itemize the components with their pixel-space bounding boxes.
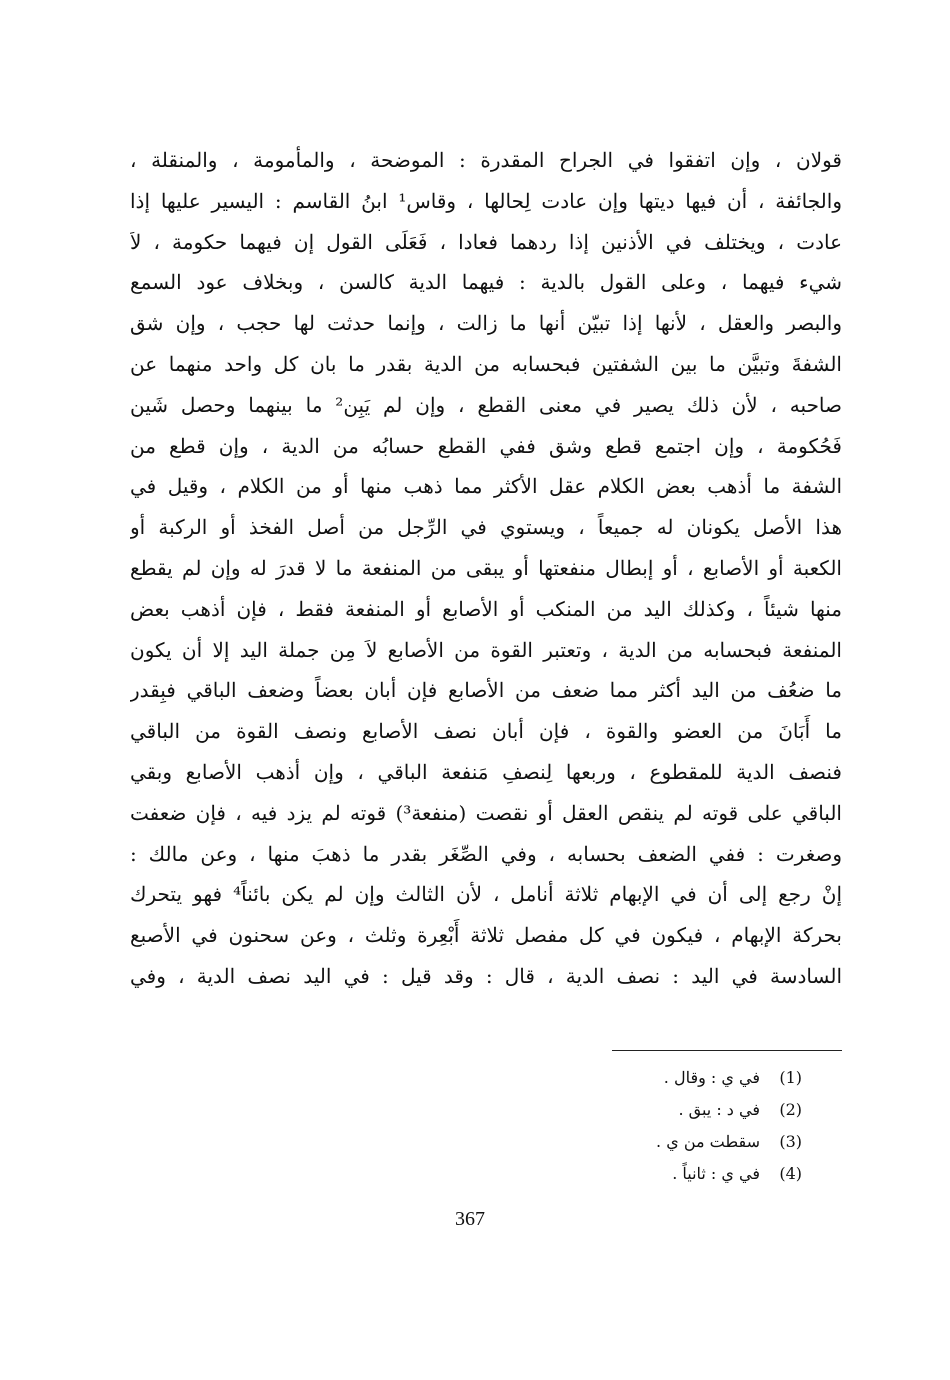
text-line: صاحبه ، لأن ذلك يصير في معنى القطع ، وإن لم يَبِن² ما بينهما وحصل شَين [130,392,842,417]
footnote-number: (1) [779,1068,802,1087]
text-line: ما ضعُف من اليد أكثر مما ضعف من الأصابع فإن أبان بعضاً وضعف الباقي فبِقدر [130,678,842,703]
text-line: الكعبة أو الأصابع ، أو إبطال منفعتها أو يبقى من المنفعة ما لا قدرَ له وإن لم يقطع [130,555,842,580]
text-line: هذا الأصل يكونان له جميعاً ، ويستوي في الرِّجل من أصل الفخذ أو الركبة أو [130,515,842,540]
page-number: 367 [455,1208,485,1230]
text-line: منها شيئاً ، وكذلك اليد من المنكب أو الأصابع أو المنفعة فقط ، فإن أذهب بعض [130,596,842,621]
main-text [130,140,842,997]
text-line: وصغرت : ففي الضعف بحسابه ، وفي الصِّغَر بقدر ما ذهبَ منها ، وعن مالك : [130,841,842,866]
footnote-text: في د : يبق . [678,1100,760,1119]
footnote-item [560,1094,802,1126]
text-line: والبصر والعقل ، لأنها إذا تبيّن أنها ما زالت ، وإنما حدثت لها حجب ، وإن شق [130,311,842,336]
footnote-item [560,1158,802,1190]
footnote-number: (4) [779,1164,802,1183]
text-line: إنْ رجع إلى أن في الإبهام ثلاثة أنامل ، لأن الثالث وإن لم يكن بائناً⁴ فهو يتحرك [130,882,842,907]
footnote-item [560,1126,802,1158]
footnote-separator [612,1050,842,1051]
footnote-number: (2) [779,1100,802,1119]
text-line: شيء فيهما ، وعلى القول بالدية : فيهما الدية كالسن ، وبخلاف عود السمع [130,270,842,295]
text-line: والجائفة ، أن فيها ديتها وإن عادت لِحالها ، وقاس¹ ابنُ القاسم : اليسير عليها إذا [130,188,842,213]
text-line: ما أَبَانَ من العضو والقوة ، فإن أبان نصف الأصابع ونصف القوة من الباقي [130,719,842,744]
text-line: الباقي على قوته لم ينقص العقل أو نقصت (منفعة³) قوته لم يزد فيه ، فإن ضعفت [130,800,842,825]
text-line: فَحُكومة ، وإن اجتمع قطع وشق ففي القطع حسابُه من الدية ، وإن قطع من [130,433,842,458]
text-line: الشفة ما أذهب بعض الكلام عقل الأكثر مما ذهب منها أو من الكلام ، وقيل في [130,474,842,499]
text-line: قولان ، وإن اتفقوا في الجراح المقدرة : الموضحة ، والمأمومة ، والمنقلة ، [130,148,842,172]
text-line: السادسة في اليد : نصف الدية ، قال : وقد قيل : في اليد نصف الدية ، وفي [130,963,842,988]
text-line: فنصف الدية للمقطوع ، وربعها لِنصفِ مَنفعة الباقي ، وإن أذهب الأصابع وبقي [130,759,842,784]
footnotes [560,1062,802,1190]
footnote-number: (3) [779,1132,802,1151]
footnote-text: في ي : وقال . [663,1068,760,1087]
text-line: بحركة الإبهام ، فيكون في كل مفصل ثلاثة أَبْعِرة وثلث ، وعن سحنون في الأصبع [130,923,842,948]
text-line: المنفعة فبحسابه من الدية ، وتعتبر القوة من الأصابع لاَ مِن جملة اليد إلا أن يكون [130,637,842,662]
footnote-item [560,1062,802,1094]
text-line: عادت ، ويختلف في الأذنين إذا ردهما فعادا ، فَعَلَى القول إن فيهما حكومة ، لاَ [130,229,842,254]
text-line: الشفةَ وتبيَّن ما بين الشفتين فبحسابه من الدية بقدر ما بان كل واحد منهما عن [130,351,842,376]
footnote-text: سقطت من ي . [656,1132,760,1151]
footnote-text: في ي : ثانياً . [672,1164,760,1183]
